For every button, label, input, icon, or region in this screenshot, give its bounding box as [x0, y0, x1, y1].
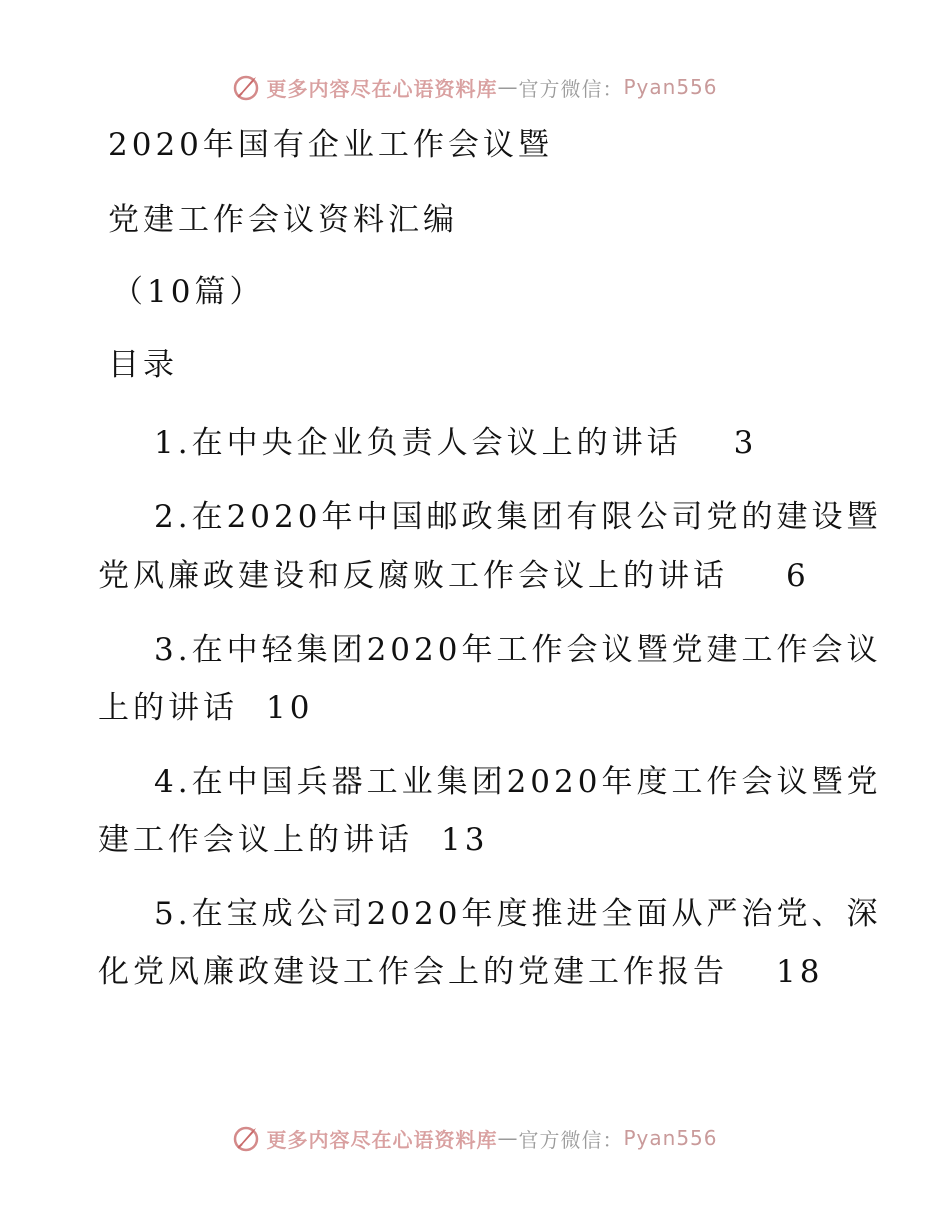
- toc-entry-5-line2[interactable]: [98, 954, 824, 990]
- watermark-wechat-id: Pyan556: [623, 1126, 718, 1150]
- watermark-wechat-id: Pyan556: [623, 75, 718, 99]
- watermark-dash: —: [497, 1126, 519, 1150]
- toc-entry-3-line1[interactable]: [154, 632, 882, 668]
- quill-circle-icon: [232, 1123, 262, 1153]
- watermark-label: 官方微信：: [518, 76, 624, 101]
- watermark-dash: —: [497, 75, 519, 99]
- document-title-line1: 2020年国有企业工作会议暨: [108, 127, 553, 163]
- watermark-label: 官方微信：: [518, 1127, 624, 1152]
- toc-entry-page: 18: [776, 954, 824, 990]
- toc-entry-title: 3.在中轻集团2020年工作会议暨党建工作会议: [154, 632, 882, 668]
- toc-entry-5-line1[interactable]: [154, 896, 882, 932]
- toc-entry-title-cont: 建工作会议上的讲话: [98, 822, 413, 858]
- toc-entry-4-line1[interactable]: [154, 764, 882, 800]
- toc-entry-3-line2[interactable]: [98, 690, 314, 726]
- toc-entry-page: 6: [786, 558, 810, 594]
- document-count: （10篇）: [112, 274, 265, 310]
- toc-entry-title-cont: 上的讲话: [98, 690, 238, 726]
- toc-entry-2-line1[interactable]: [154, 499, 882, 535]
- document-title-line2: 党建工作会议资料汇编: [108, 202, 458, 238]
- toc-entry-page: 10: [266, 690, 314, 726]
- watermark-brand-text: 更多内容尽在心语资料库: [266, 1127, 498, 1152]
- footer-watermark: [0, 1123, 950, 1153]
- watermark-brand-text: 更多内容尽在心语资料库: [266, 76, 498, 101]
- toc-entry-2-line2[interactable]: [98, 558, 810, 594]
- toc-entry-page: 13: [441, 822, 489, 858]
- toc-entry-4-line2[interactable]: [98, 822, 489, 858]
- toc-entry-title: 1.在中央企业负责人会议上的讲话: [154, 425, 682, 461]
- toc-entry-title: 4.在中国兵器工业集团2020年度工作会议暨党: [154, 764, 882, 800]
- header-watermark: [0, 72, 950, 102]
- toc-entry-title: 2.在2020年中国邮政集团有限公司党的建设暨: [154, 499, 882, 535]
- toc-entry-title: 5.在宝成公司2020年度推进全面从严治党、深: [154, 896, 882, 932]
- toc-entry-page: 3: [733, 425, 758, 461]
- toc-entry-title-cont: 化党风廉政建设工作会上的党建工作报告: [98, 954, 728, 990]
- quill-circle-icon: [232, 72, 262, 102]
- toc-entry-title-cont: 党风廉政建设和反腐败工作会议上的讲话: [98, 558, 728, 594]
- toc-entry-1-line1[interactable]: [154, 425, 758, 461]
- toc-heading: 目录: [108, 347, 178, 383]
